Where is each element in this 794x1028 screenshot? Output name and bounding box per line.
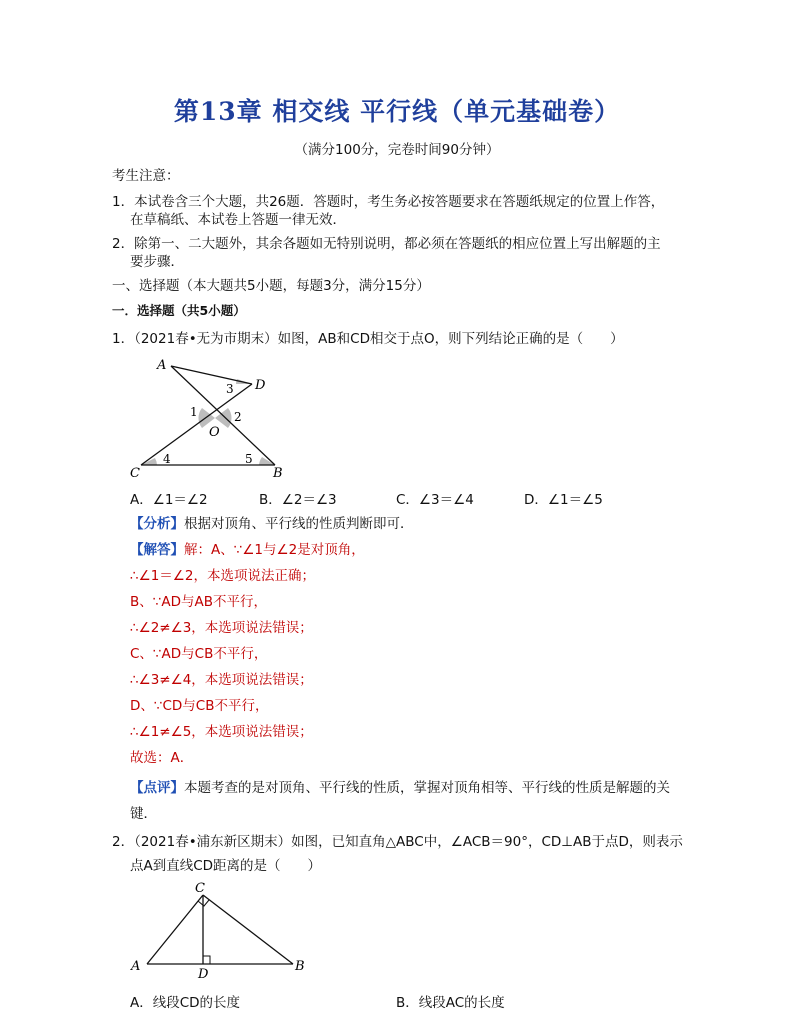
q1-label-angle-2: 2	[234, 410, 242, 424]
q1-comment-line-2: 键．	[130, 806, 157, 822]
q1-label-b: B	[273, 466, 283, 480]
q1-label-c: C	[130, 466, 140, 480]
q1-solution-line-9: 故选：A．	[130, 750, 194, 766]
q1-option-b: B．∠2＝∠3	[259, 492, 337, 508]
q1-solution-line-1	[130, 541, 365, 559]
section-1-heading: 一、选择题（本大题共5小题，每题3分，满分15分）	[112, 278, 430, 294]
page-subtitle: （满分100分，完卷时间90分钟）	[294, 142, 500, 158]
q1-comment-line-1	[130, 779, 670, 797]
q1-solution-line-3: B、∵AD与AB不平行，	[130, 594, 267, 610]
notice-item-2-line-1: 2．除第一、二大题外，其余各题如无特别说明，都必须在答题纸的相应位置上写出解题的主	[112, 236, 661, 252]
q1-label-a: A	[157, 358, 167, 373]
section-1-subheading: 一．选择题（共5小题）	[112, 303, 246, 318]
q2-label-c: C	[195, 881, 205, 896]
q1-solution-line-4: ∴∠2≠∠3，本选项说法错误；	[130, 620, 313, 636]
q1-analysis	[130, 515, 414, 533]
q2-figure	[125, 880, 315, 980]
q1-solution-line-8: ∴∠1≠∠5，本选项说法错误；	[130, 724, 313, 740]
q1-solution-line-6: ∴∠3≠∠4，本选项说法错误；	[130, 672, 313, 688]
q1-analysis-text: 根据对顶角、平行线的性质判断即可．	[184, 516, 414, 532]
q1-label-angle-5: 5	[245, 452, 253, 466]
q2-option-a: A．线段CD的长度	[130, 995, 241, 1011]
q1-option-d: D．∠1＝∠5	[524, 492, 603, 508]
q1-label-angle-4: 4	[163, 452, 171, 466]
q1-option-c: C．∠3＝∠4	[396, 492, 474, 508]
q1-solution-line-5: C、∵AD与CB不平行，	[130, 646, 268, 662]
q2-right-angle-d	[203, 956, 210, 964]
q2-label-a: A	[131, 959, 141, 974]
q1-comment-tag: 【点评】	[130, 780, 184, 796]
q2-stem-line-1: 2．（2021春•浦东新区期末）如图，已知直角△ABC中，∠ACB＝90°，CD⊥AB于点D，则表示	[112, 834, 683, 850]
q1-solution-text-1: 解：A、∵∠1与∠2是对顶角，	[184, 542, 365, 558]
q2-line-cb	[203, 895, 293, 964]
q2-label-d: D	[198, 967, 209, 980]
q2-stem-line-2: 点A到直线CD距离的是（ ）	[130, 858, 322, 874]
q1-figure	[125, 355, 295, 480]
notice-heading: 考生注意：	[112, 168, 180, 184]
q1-analysis-tag: 【分析】	[130, 516, 184, 532]
notice-item-1-line-1: 1．本试卷含三个大题，共26题．答题时，考生务必按答题要求在答题纸规定的位置上作答，	[112, 194, 665, 210]
notice-item-2-line-2: 要步骤．	[130, 254, 184, 270]
q1-label-angle-3: 3	[226, 382, 234, 396]
q1-line-dc	[141, 384, 252, 465]
q1-solution-tag: 【解答】	[130, 542, 184, 558]
q2-line-ac	[147, 895, 203, 964]
q1-option-a: A．∠1＝∠2	[130, 492, 208, 508]
q1-line-ad	[171, 366, 252, 384]
q1-stem: 1．（2021春•无为市期末）如图，AB和CD相交于点O，则下列结论正确的是（ ）	[112, 331, 624, 347]
q1-label-o: O	[209, 425, 220, 440]
q2-label-b: B	[295, 959, 305, 974]
q1-solution-line-2: ∴∠1＝∠2，本选项说法正确；	[130, 568, 315, 584]
q1-comment-text: 本题考查的是对顶角、平行线的性质，掌握对顶角相等、平行线的性质是解题的关	[184, 780, 670, 796]
q1-label-d: D	[255, 378, 266, 393]
notice-item-1-line-2: 在草稿纸、本试卷上答题一律无效．	[130, 212, 346, 228]
q2-option-b: B．线段AC的长度	[396, 995, 505, 1011]
q1-solution-line-7: D、∵CD与CB不平行，	[130, 698, 269, 714]
q1-label-angle-1: 1	[190, 405, 198, 419]
page-title: 第13章 相交线 平行线（单元基础卷）	[173, 97, 621, 126]
